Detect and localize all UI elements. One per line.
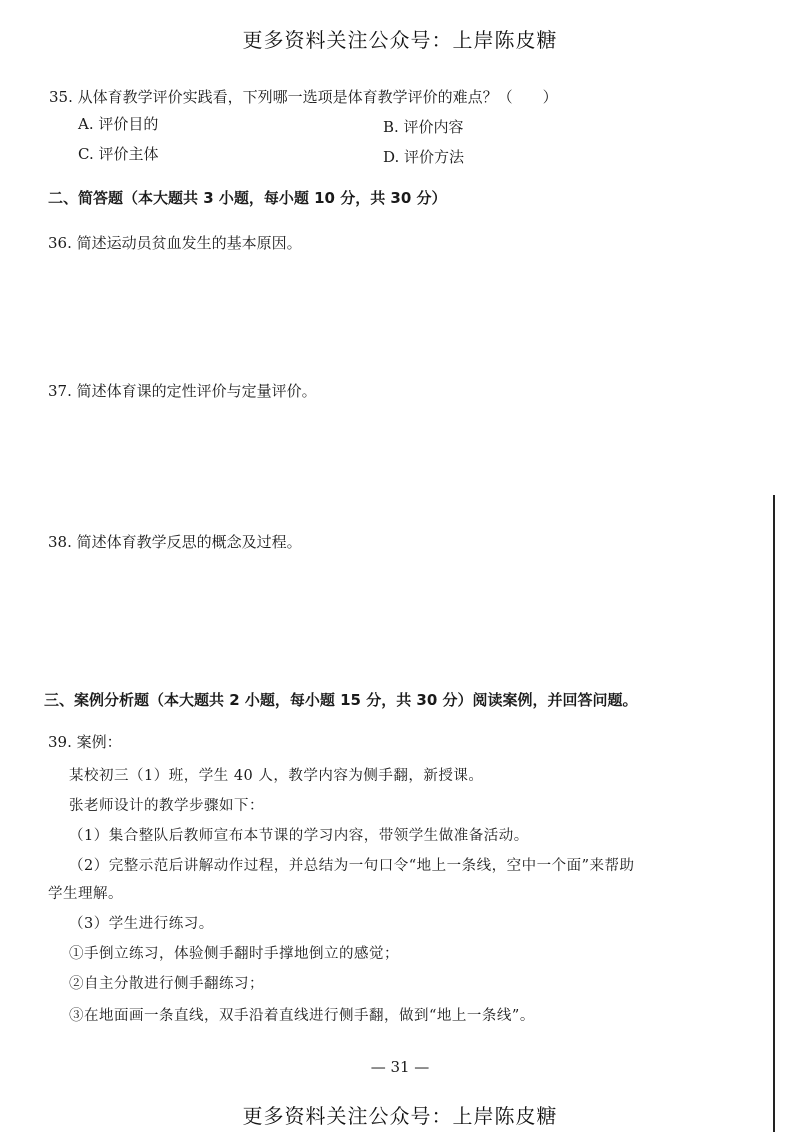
- header-banner: 更多资料关注公众号：上岸陈皮糖: [242, 28, 558, 52]
- option-d: D. 评价方法: [383, 148, 465, 166]
- option-c: C. 评价主体: [78, 145, 159, 163]
- case-line: ③在地面画一条直线，双手沿着直线进行侧手翻，做到“地上一条线”。: [69, 1008, 535, 1024]
- section-2-heading: 二、简答题（本大题共 3 小题，每小题 10 分，共 30 分）: [48, 189, 447, 207]
- question-38: 38. 简述体育教学反思的概念及过程。: [48, 533, 302, 551]
- case-line: ②自主分散进行侧手翻练习；: [69, 976, 264, 992]
- option-b: B. 评价内容: [383, 118, 464, 136]
- case-line: 学生理解。: [48, 886, 123, 902]
- scan-edge-line: [773, 495, 775, 1132]
- question-39-label: 39. 案例：: [48, 733, 122, 751]
- case-line: （1）集合整队后教师宣布本节课的学习内容，带领学生做准备活动。: [69, 828, 529, 844]
- page-number: — 31 —: [370, 1058, 430, 1076]
- question-35-stem: 35. 从体育教学评价实践看，下列哪一选项是体育教学评价的难点？（ ）: [49, 88, 558, 106]
- footer-banner: 更多资料关注公众号：上岸陈皮糖: [242, 1104, 558, 1128]
- case-line: （3）学生进行练习。: [69, 916, 214, 932]
- question-36: 36. 简述运动员贫血发生的基本原因。: [48, 234, 302, 252]
- case-line: （2）完整示范后讲解动作过程，并总结为一句口令“地上一条线，空中一个面”来帮助: [69, 858, 635, 874]
- section-3-heading: 三、案例分析题（本大题共 2 小题，每小题 15 分，共 30 分）阅读案例，并回答问题。: [44, 691, 638, 709]
- case-line: 某校初三（1）班，学生 40 人，教学内容为侧手翻，新授课。: [69, 768, 484, 784]
- case-line: 张老师设计的教学步骤如下：: [69, 798, 264, 814]
- option-a: A. 评价目的: [78, 115, 159, 133]
- case-line: ①手倒立练习，体验侧手翻时手撑地倒立的感觉；: [69, 946, 399, 962]
- question-37: 37. 简述体育课的定性评价与定量评价。: [48, 382, 317, 400]
